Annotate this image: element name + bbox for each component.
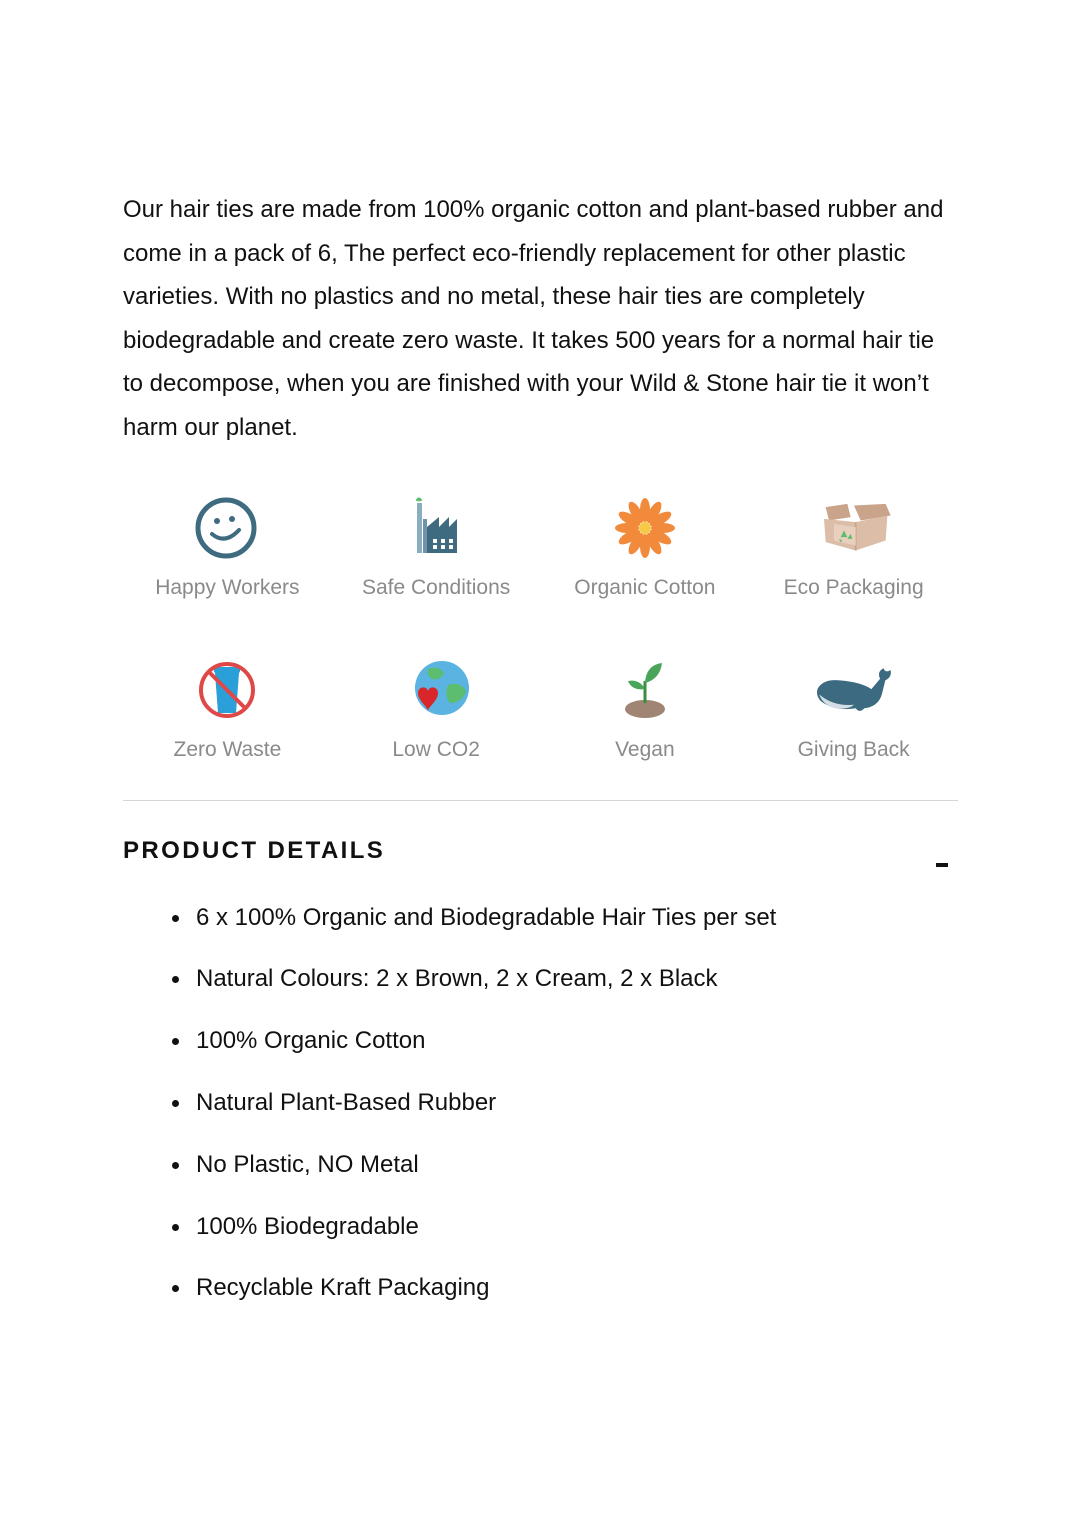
feature-giving-back <box>749 658 958 764</box>
feature-label: Giving Back <box>797 737 910 761</box>
product-description: Our hair ties are made from 100% organic cotton and plant-based rubber and come in a pack of 6, The perfect eco-friendly replacement for other plastic varieties. With no plastics and no metal, these hair ties are completely biodegradable and create zero waste. It takes 500 years for a normal hair tie to decompose, when you are finished with your Wild & Stone hair tie it won’t harm our planet. <box>123 196 944 441</box>
product-details-title: PRODUCT DETAILS <box>123 836 386 864</box>
minus-icon <box>936 863 948 867</box>
collapse-toggle-button[interactable] <box>932 847 952 867</box>
feature-low-co2 <box>332 658 541 764</box>
feature-organic-cotton <box>541 496 750 602</box>
list-item: No Plastic, NO Metal <box>172 1150 958 1180</box>
whale-icon <box>814 658 894 722</box>
feature-grid <box>123 496 958 764</box>
list-item: 100% Biodegradable <box>172 1212 958 1242</box>
list-item: 6 x 100% Organic and Biodegradable Hair Ties per set <box>172 903 958 933</box>
feature-label: Eco Packaging <box>783 575 924 599</box>
earth-heart-icon <box>396 658 476 722</box>
list-item: 100% Organic Cotton <box>172 1026 958 1056</box>
feature-label: Vegan <box>615 737 675 761</box>
feature-label: Low CO2 <box>392 737 480 761</box>
feature-safe-conditions <box>332 496 541 602</box>
list-item: Natural Plant-Based Rubber <box>172 1088 958 1118</box>
feature-label: Safe Conditions <box>361 575 511 599</box>
feature-zero-waste <box>123 658 332 764</box>
recycle-box-icon <box>814 496 894 560</box>
sprout-icon <box>605 658 685 722</box>
section-divider <box>123 800 958 801</box>
feature-label: Happy Workers <box>155 575 300 599</box>
list-item: Natural Colours: 2 x Brown, 2 x Cream, 2 x Black <box>172 964 958 994</box>
feature-happy-workers <box>123 496 332 602</box>
feature-eco-packaging <box>749 496 958 602</box>
feature-vegan <box>541 658 750 764</box>
product-info <box>123 188 958 1335</box>
list-item: Recyclable Kraft Packaging <box>172 1273 958 1303</box>
product-details-list <box>123 903 958 1304</box>
feature-label: Organic Cotton <box>574 575 716 599</box>
flower-icon <box>605 496 685 560</box>
no-bin-icon <box>187 658 267 722</box>
factory-icon <box>396 496 476 560</box>
product-details-header[interactable] <box>123 833 958 869</box>
feature-label: Zero Waste <box>173 737 282 761</box>
smiley-face-icon <box>187 496 267 560</box>
